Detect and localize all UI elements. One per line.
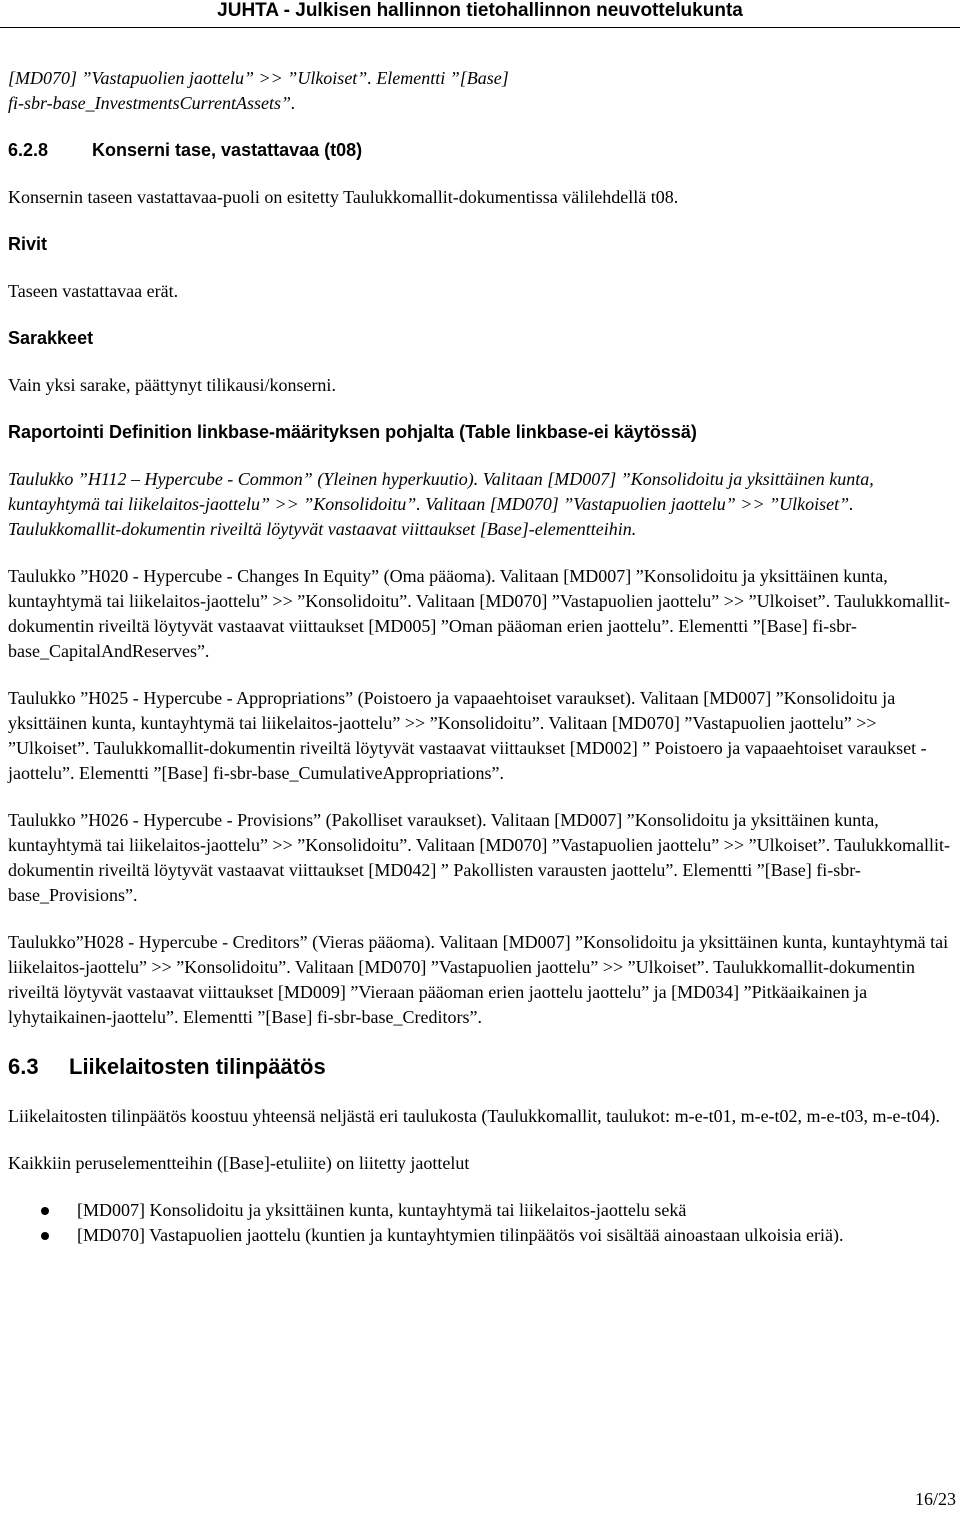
bullet-icon: [41, 1232, 49, 1240]
list-item-text: [MD007] Konsolidoitu ja yksittäinen kunta, kuntayhtymä tai liikelaitos-jaottelu sekä: [77, 1200, 687, 1220]
header-title: JUHTA - Julkisen hallinnon tietohallinnon neuvottelukunta: [217, 0, 743, 21]
intro-reference: [8, 66, 954, 116]
section-6-2-8-heading: [8, 138, 954, 163]
section-number: 6.3: [8, 1054, 39, 1079]
list-item-text: [MD070] Vastapuolien jaottelu (kuntien ja kuntayhtymien tilinpäätös voi sisältää ainoastaan ulkoisia eriä).: [77, 1225, 844, 1245]
section-title: Konserni tase, vastattavaa (t08): [92, 140, 363, 160]
section-6-3-paragraph-2: Kaikkiin peruselementteihin ([Base]-etuliite) on liitetty jaottelut: [8, 1153, 470, 1173]
section-title: Liikelaitosten tilinpäätös: [69, 1054, 326, 1079]
table-description-h026: Taulukko ”H026 - Hypercube - Provisions” (Pakolliset varaukset). Valitaan [MD007] ”Konsolidoitu ja yksittäinen kunta, kuntayhtymä tai liikelaitos-jaottelu” >> ”Konsolidoitu”. Valitaan [MD070] ”Vastapuolien jaottelu” >> ”Ulkoiset”. Taulukkomallit-dokumentin riveiltä löytyvät vastaavat viittaukset [MD042] ” Pakollisten varausten jaottelu”. Elementti ”[Base] fi-sbr-base_Provisions”.: [8, 810, 950, 905]
intro-reference-line-2: fi-sbr-base_InvestmentsCurrentAssets”.: [8, 93, 296, 113]
section-number: 6.2.8: [8, 140, 49, 160]
columns-heading: Sarakkeet: [8, 328, 94, 348]
columns-text: Vain yksi sarake, päättynyt tilikausi/konserni.: [8, 375, 336, 395]
rows-text: Taseen vastattavaa erät.: [8, 281, 179, 301]
list-item: [8, 1223, 954, 1248]
document-header: [0, 0, 960, 24]
section-description: Konsernin taseen vastattavaa-puoli on esitetty Taulukkomallit-dokumentissa välilehdellä t08.: [8, 187, 679, 207]
document-body: [8, 66, 954, 1248]
header-divider: [0, 27, 960, 28]
table-description-h025: Taulukko ”H025 - Hypercube - Appropriations” (Poistoero ja vapaaehtoiset varaukset). Valitaan [MD007] ”Konsolidoitu ja yksittäinen kunta, kuntayhtymä tai liikelaitos-jaottelu” >> ”Konsolidoitu”. Valitaan [MD070] ”Vastapuolien jaottelu” >> ”Ulkoiset”. Taulukkomallit-dokumentin riveiltä löytyvät vastaavat viittaukset [MD002] ” Poistoero ja vapaaehtoiset varaukset -jaottelu”. Elementti ”[Base] fi-sbr-base_CumulativeAppropriations”.: [8, 688, 927, 783]
section-6-3-heading: [8, 1052, 954, 1082]
list-item: [8, 1198, 954, 1223]
bullet-icon: [41, 1207, 49, 1215]
table-description-h112: Taulukko ”H112 – Hypercube - Common” (Yleinen hyperkuutio). Valitaan [MD007] ”Konsolidoitu ja yksittäinen kunta, kuntayhtymä tai liikelaitos-jaottelu” >> ”Konsolidoitu”. Valitaan [MD070] ”Vastapuolien jaottelu” >> ”Ulkoiset”. Taulukkomallit-dokumentin riveiltä löytyvät vastaavat viittaukset [Base]-elementteihin.: [8, 469, 874, 539]
intro-reference-line-1: [MD070] ”Vastapuolien jaottelu” >> ”Ulkoiset”. Elementti ”[Base]: [8, 68, 509, 88]
page-number: 16/23: [914, 1489, 956, 1509]
reporting-heading: Raportointi Definition linkbase-määrityksen pohjalta (Table linkbase-ei käytössä): [8, 422, 697, 442]
table-description-h020: Taulukko ”H020 - Hypercube - Changes In Equity” (Oma pääoma). Valitaan [MD007] ”Konsolidoitu ja yksittäinen kunta, kuntayhtymä tai liikelaitos-jaottelu” >> ”Konsolidoitu”. Valitaan [MD070] ”Vastapuolien jaottelu” >> ”Ulkoiset”. Taulukkomallit-dokumentin riveiltä löytyvät vastaavat viittaukset [MD005] ”Oman pääoman erien jaottelu”. Elementti ”[Base] fi-sbr-base_CapitalAndReserves”.: [8, 566, 950, 661]
section-6-3-paragraph-1: Liikelaitosten tilinpäätös koostuu yhteensä neljästä eri taulukosta (Taulukkomallit, taulukot: m-e-t01, m-e-t02, m-e-t03, m-e-t04).: [8, 1106, 941, 1126]
rows-heading: Rivit: [8, 234, 48, 254]
table-description-h028: Taulukko”H028 - Hypercube - Creditors” (Vieras pääoma). Valitaan [MD007] ”Konsolidoitu ja yksittäinen kunta, kuntayhtymä tai liikelaitos-jaottelu” >> ”Konsolidoitu”. Valitaan [MD070] ”Vastapuolien jaottelu” >> ”Ulkoiset”. Taulukkomallit-dokumentin riveiltä löytyvät vastaavat viittaukset [MD009] ”Vieraan pääoman erien jaottelu jaottelu” ja [MD034] ”Pitkäaikainen ja lyhytaikainen-jaottelu”. Elementti ”[Base] fi-sbr-base_Creditors”.: [8, 932, 949, 1027]
dimension-list: [8, 1198, 954, 1248]
